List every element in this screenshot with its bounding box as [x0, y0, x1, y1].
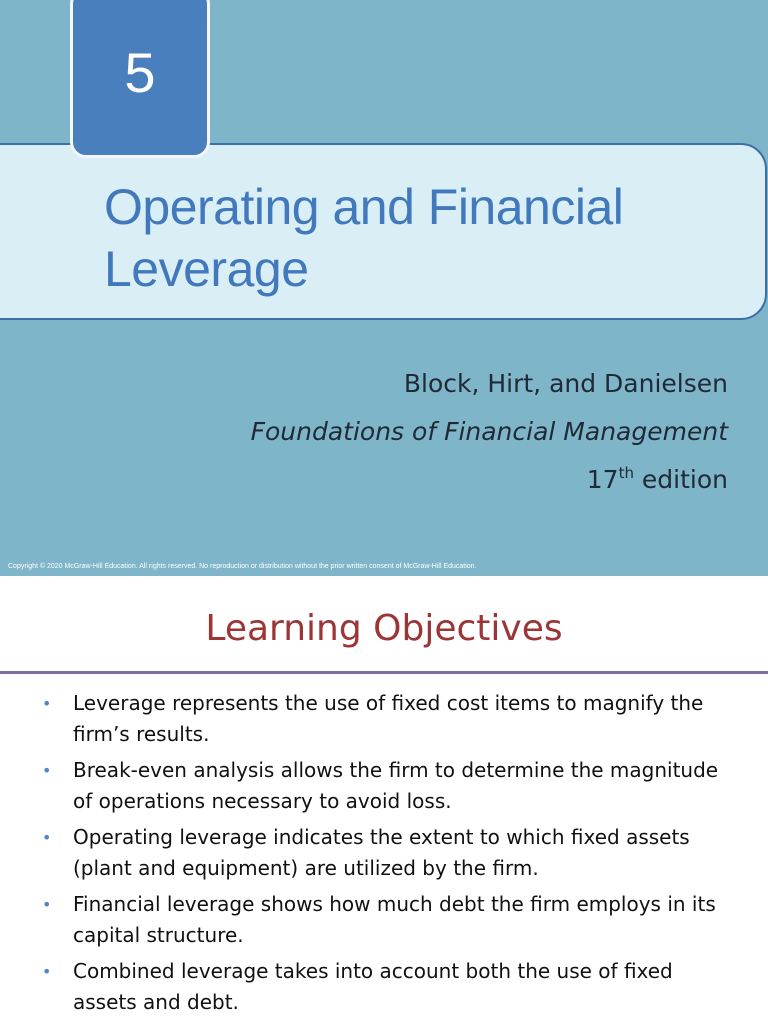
bullet-icon: •: [42, 828, 52, 847]
byline: [251, 360, 728, 504]
book-title: Foundations of Financial Management: [250, 417, 728, 446]
copyright-notice: Copyright © 2020 McGraw-Hill Education. All rights reserved. No reproduction or distribution without the prior written consent of McGraw-Hill Education.: [8, 563, 477, 570]
chapter-tab: [70, 0, 210, 158]
edition-word: edition: [633, 465, 728, 494]
bullet-icon: •: [42, 694, 52, 713]
bullet-icon: •: [42, 761, 52, 780]
objective-text: Leverage represents the use of fixed cost items to magnify the firm’s results.: [73, 691, 704, 746]
objectives-list: [0, 688, 768, 1023]
bullet-icon: •: [42, 962, 52, 981]
slide-title-line-1: Operating and Financial: [104, 179, 624, 235]
title-divider: [0, 671, 768, 674]
objective-text: Operating leverage indicates the extent to which fixed assets (plant and equipment) are utilized by the firm.: [73, 825, 690, 880]
chapter-number: 5: [124, 41, 156, 104]
objective-item: [0, 889, 768, 951]
learning-objectives-slide: [0, 584, 768, 1024]
edition-number: 17: [586, 465, 619, 494]
edition: [251, 456, 728, 504]
edition-suffix: th: [618, 464, 634, 482]
slide-title-line-2: Leverage: [104, 241, 309, 297]
objective-item: [0, 755, 768, 817]
objective-text: Combined leverage takes into account both the use of fixed assets and debt.: [73, 959, 673, 1014]
objective-text: Break-even analysis allows the firm to determine the magnitude of operations necessary to avoid loss.: [73, 758, 719, 813]
objective-text: Financial leverage shows how much debt the firm employs in its capital structure.: [73, 892, 716, 947]
bullet-icon: •: [42, 895, 52, 914]
objective-item: [0, 688, 768, 750]
objective-item: [0, 822, 768, 884]
objective-item: [0, 956, 768, 1018]
objectives-title: Learning Objectives: [205, 608, 563, 649]
authors: Block, Hirt, and Danielsen: [403, 369, 728, 398]
slide-title: [104, 176, 744, 300]
